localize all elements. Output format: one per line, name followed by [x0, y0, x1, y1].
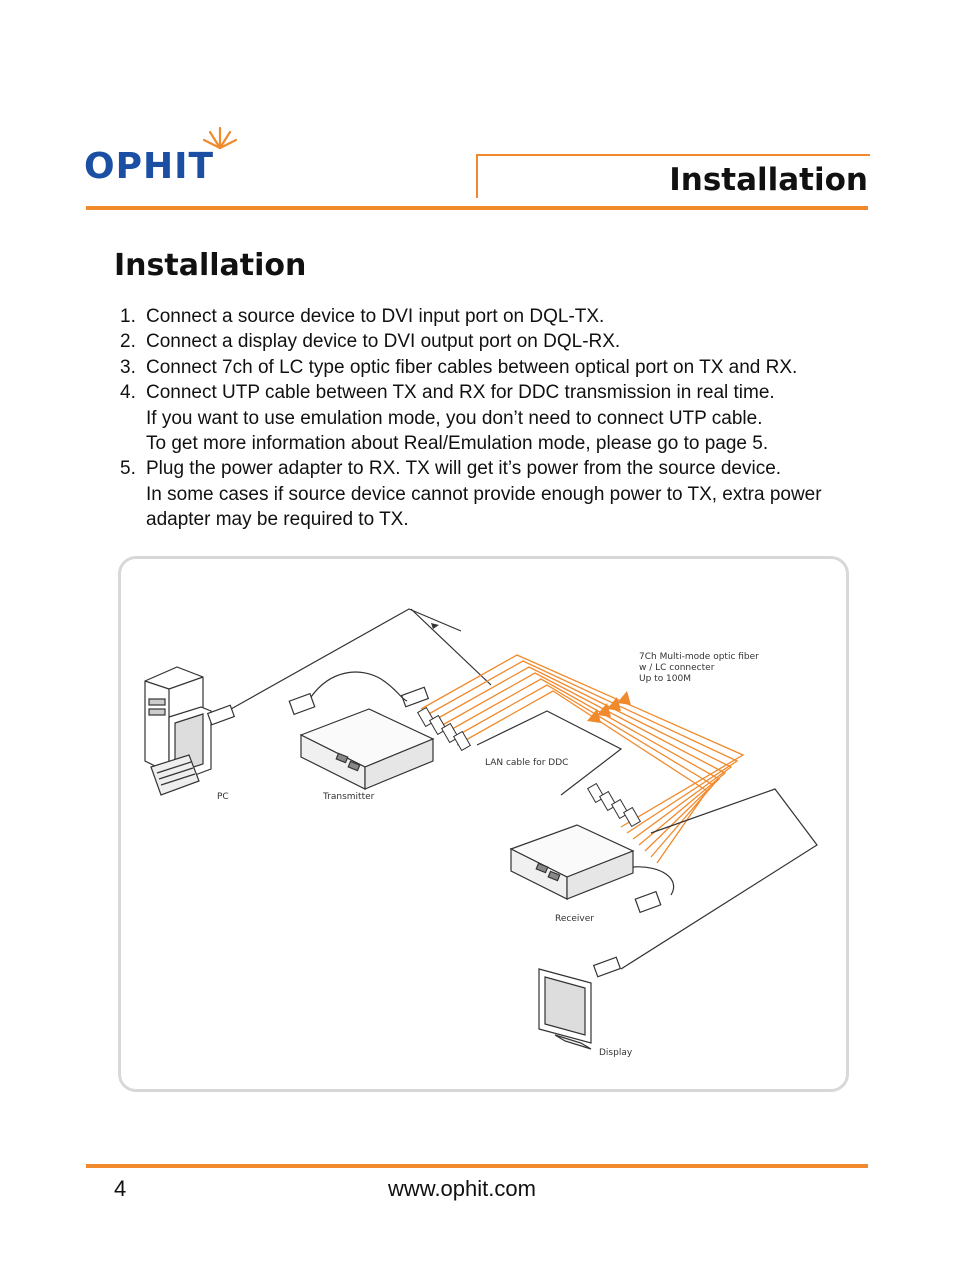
transmitter-label: Transmitter [323, 792, 375, 802]
fiber-label-line3: Up to 100M [639, 674, 692, 684]
list-item: 3. Connect 7ch of LC type optic fiber cables between optical port on TX and RX. [120, 356, 798, 378]
installation-diagram [118, 556, 849, 1092]
dvi-connector-icon [594, 957, 621, 976]
ophit-logo [84, 124, 254, 194]
footer-divider [86, 1164, 868, 1168]
receiver-label: Receiver [555, 914, 594, 924]
power-adapter-icon [289, 672, 407, 714]
pc-icon [145, 667, 211, 795]
header-title: Installation [669, 162, 868, 198]
header-divider [86, 206, 868, 210]
fiber-label-line2: w / LC connecter [639, 663, 715, 673]
receiver-device [511, 825, 633, 899]
footer-url: www.ophit.com [388, 1176, 536, 1201]
list-item-continuation: To get more information about Real/Emulation mode, please go to page 5. [146, 433, 769, 455]
display-icon [539, 969, 591, 1049]
list-item: 5. Plug the power adapter to RX. TX will get it’s power from the source device. [120, 458, 782, 480]
list-item: 4. Connect UTP cable between TX and RX for DDC transmission in real time. [120, 382, 775, 404]
list-item: 1. Connect a source device to DVI input port on DQL-TX. [120, 306, 605, 327]
page-number: 4 [114, 1176, 127, 1201]
list-item-continuation: In some cases if source device cannot provide enough power to TX, extra power [146, 483, 822, 505]
transmitter-device [301, 709, 433, 789]
dvi-connector-icon [208, 687, 429, 724]
list-item: 2. Connect a display device to DVI output port on DQL-RX. [120, 331, 621, 353]
power-adapter-icon [633, 867, 674, 913]
list-item-continuation: adapter may be required to TX. [146, 509, 409, 531]
logo-wordmark: OPHIT [84, 146, 215, 187]
display-label: Display [599, 1048, 633, 1058]
lan-label: LAN cable for DDC [485, 758, 569, 768]
pc-label: PC [217, 792, 229, 802]
page-title: Installation [114, 248, 307, 283]
installation-steps [120, 304, 880, 533]
list-item-continuation: If you want to use emulation mode, you don’t need to connect UTP cable. [146, 407, 763, 429]
fiber-label-line1: 7Ch Multi-mode optic fiber [639, 652, 759, 662]
